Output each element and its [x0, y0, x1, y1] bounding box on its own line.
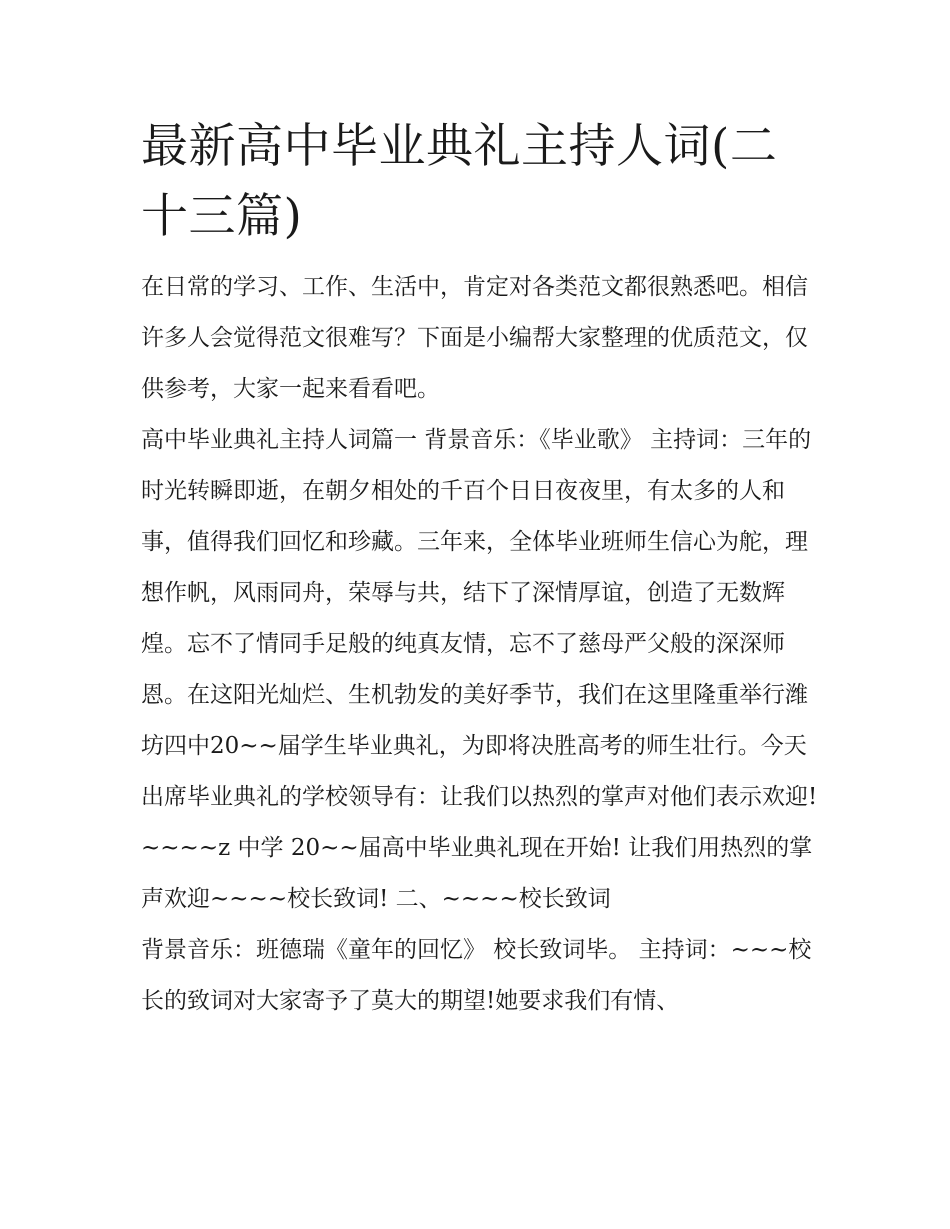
background-music-paragraph: 背景音乐：班德瑞《童年的回忆》 校长致词毕。 主持词：~~~校长的致词对大家寄予了莫大的期望!她要求我们有情、 — [141, 937, 812, 1014]
intro-paragraph: 在日常的学习、工作、生活中，肯定对各类范文都很熟悉吧。相信许多人会觉得范文很难写？下面是小编帮大家整理的优质范文，仅供参考，大家一起来看看吧。 — [141, 274, 808, 402]
document-body — [141, 262, 821, 1027]
document-title: 最新高中毕业典礼主持人词(二十三篇) — [141, 119, 778, 244]
document-page — [141, 112, 821, 1027]
section-one-paragraph: 高中毕业典礼主持人词篇一 背景音乐：《毕业歌》 主持词：三年的时光转瞬即逝，在朝夕相处的千百个日日夜夜里，有太多的人和事，值得我们回忆和珍藏。三年来，全体毕业班师生信心为舵，理想作帆，风雨同舟，荣辱与共，结下了深情厚谊，创造了无数辉煌。忘不了情同手足般的纯真友情，忘不了慈母严父般的深深师恩。在这阳光灿烂、生机勃发的美好季节，我们在这里隆重举行潍坊四中20~~届学生毕业典礼，为即将决胜高考的师生壮行。今天出席毕业典礼的学校领导有：让我们以热烈的掌声对他们表示欢迎! ~~~~z 中学 20~~届高中毕业典礼现在开始! 让我们用热烈的掌声欢迎~~~~校长致词! 二、~~~~校长致词 — [141, 427, 818, 912]
